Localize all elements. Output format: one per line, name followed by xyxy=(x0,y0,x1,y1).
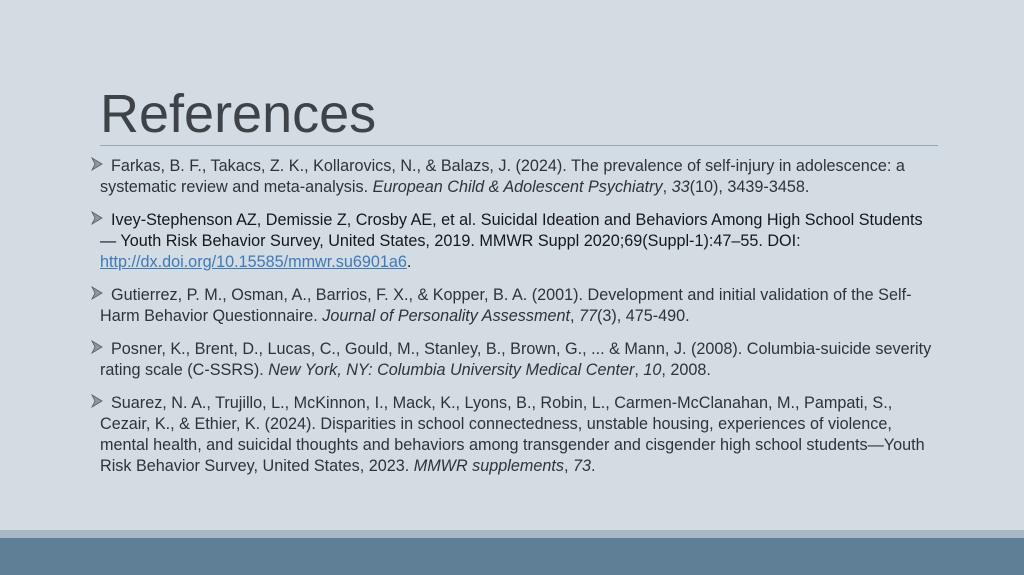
reference-text: Gutierrez, P. M., Osman, A., Barrios, F. X., & Kopper, B. A. (2001). Development and initial validation of the Self-Harm Behavior Questionnaire. xyxy=(100,286,912,325)
footer-bar xyxy=(0,538,1024,575)
reference-list xyxy=(91,156,941,489)
reference-volume: 33 xyxy=(671,178,690,196)
reference-volume: 77 xyxy=(578,307,597,325)
reference-journal: MMWR supplements xyxy=(413,457,564,475)
title-divider xyxy=(100,145,938,146)
reference-text: Suarez, N. A., Trujillo, L., McKinnon, I., Mack, K., Lyons, B., Robin, L., Carmen-McClanahan, M., Pampati, S., Cezair, K., & Ethier, K. (2024). Disparities in school connectedness, unstable housing, experiences of violence, mental health, and suicidal thoughts and behaviors among transgender and cisgender high school students—Youth Risk Behavior Survey, United States, 2023. xyxy=(100,394,925,475)
reference-text: Ivey-Stephenson AZ, Demissie Z, Crosby AE, et al. Suicidal Ideation and Behaviors Among High School Students — Youth Risk Behavior Survey, United States, 2019. MMWR Suppl 2020;69(Suppl-1):47–55. DOI: xyxy=(100,211,923,250)
slide-title: References xyxy=(100,84,377,144)
reference-journal: Journal of Personality Assessment xyxy=(322,307,570,325)
arrow-bullet-icon xyxy=(91,394,103,408)
reference-volume: 10 xyxy=(643,361,662,379)
reference-item-2: Ivey-Stephenson AZ, Demissie Z, Crosby AE, et al. Suicidal Ideation and Behaviors Among High School Students — Youth Risk Behavior Survey, United States, 2019. MMWR Suppl 2020;69(Suppl-1):47–55. DOI: http://dx.doi.org/10.15585/mmwr.su6901a6. xyxy=(91,210,941,273)
reference-item-4: Posner, K., Brent, D., Lucas, C., Gould, M., Stanley, B., Brown, G., ... & Mann, J. (2008). Columbia-suicide severity rating scale (C-SSRS). New York, NY: Columbia University Medical Center, 10, 2008. xyxy=(91,339,941,381)
reference-item-5: Suarez, N. A., Trujillo, L., McKinnon, I., Mack, K., Lyons, B., Robin, L., Carmen-McClanahan, M., Pampati, S., Cezair, K., & Ethier, K. (2024). Disparities in school connectedness, unstable housing, experiences of violence, mental health, and suicidal thoughts and behaviors among transgender and cisgender high school students—Youth Risk Behavior Survey, United States, 2023. MMWR supplements, 73. xyxy=(91,393,941,477)
reference-volume: 73 xyxy=(572,457,591,475)
arrow-bullet-icon xyxy=(91,211,103,225)
reference-text: Posner, K., Brent, D., Lucas, C., Gould, M., Stanley, B., Brown, G., ... & Mann, J. (2008). Columbia-suicide severity rating scale (C-SSRS). xyxy=(100,340,932,379)
reference-journal: New York, NY: Columbia University Medical Center xyxy=(268,361,635,379)
footer-accent-band xyxy=(0,530,1024,538)
reference-item-1: Farkas, B. F., Takacs, Z. K., Kollarovics, N., & Balazs, J. (2024). The prevalence of self-injury in adolescence: a systematic review and meta-analysis. European Child & Adolescent Psychiatry, 33(10), 3439-3458. xyxy=(91,156,941,198)
reference-item-3: Gutierrez, P. M., Osman, A., Barrios, F. X., & Kopper, B. A. (2001). Development and initial validation of the Self-Harm Behavior Questionnaire. Journal of Personality Assessment, 77(3), 475-490. xyxy=(91,285,941,327)
doi-link[interactable]: http://dx.doi.org/10.15585/mmwr.su6901a6 xyxy=(100,253,407,271)
reference-journal: European Child & Adolescent Psychiatry xyxy=(372,178,663,196)
reference-text: Farkas, B. F., Takacs, Z. K., Kollarovics, N., & Balazs, J. (2024). The prevalence of self-injury in adolescence: a systematic review and meta-analysis. xyxy=(100,157,905,196)
arrow-bullet-icon xyxy=(91,157,103,171)
arrow-bullet-icon xyxy=(91,340,103,354)
arrow-bullet-icon xyxy=(91,286,103,300)
